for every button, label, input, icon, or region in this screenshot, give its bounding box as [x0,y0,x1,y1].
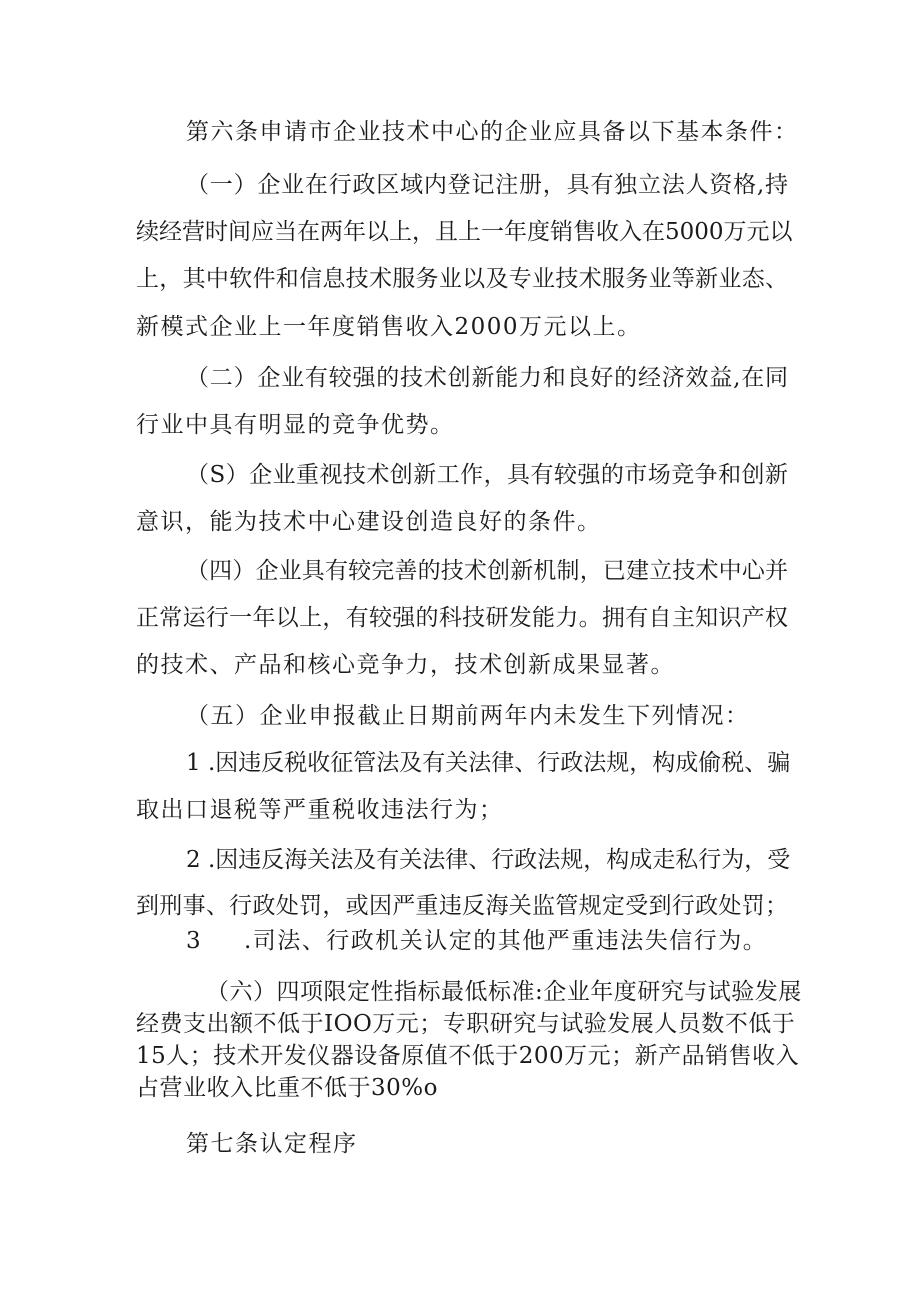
item4-line2: 正常运行一年以上，有较强的科技研发能力。拥有自主知识产权 [136,605,788,631]
item5-sub2-line1: 2 .因违反海关法及有关法律、行政法规，构成走私行为，受 [186,847,791,873]
article6-heading: 第六条申请市企业技术中心的企业应具备以下基本条件： [186,119,799,145]
item5-sub2-line2: 到刑事、行政处罚，或因严重违反海关监管规定受到行政处罚； [136,893,788,919]
item3-line1: （S）企业重视技术创新工作，具有较强的市场竞争和创新 [186,462,788,488]
item5-sub1-line1: 1 .因违反税收征管法及有关法律、行政法规，构成偷税、骗 [186,750,791,776]
item1-line4: 新模式企业上一年度销售收入2000万元以上。 [136,314,642,340]
item4-line3: 的技术、产品和核心竞争力，技术创新成果显著。 [136,652,675,678]
item4-line1: （四）企业具有较完善的技术创新机制，已建立技术中心并 [186,558,788,584]
item2-line1: （二）企业有较强的技术创新能力和良好的经济效益,在同 [186,365,788,391]
item2-line2: 行业中具有明显的竞争优势。 [136,412,455,438]
item6-line4: 占营业收入比重不低于30%o [136,1075,438,1101]
item6-line3: 15人；技术开发仪器设备原值不低于200万元；新产品销售收入 [136,1043,800,1069]
item6-line2: 经费支出额不低于IOO万元；专职研究与试验发展人员数不低于 [136,1011,796,1037]
item3-line2: 意识，能为技术中心建设创造良好的条件。 [136,509,602,535]
item1-line2: 续经营时间应当在两年以上，且上一年度销售收入在5000万元以 [136,219,793,245]
item5-sub3-number: 3 [186,928,203,954]
article7-heading: 第七条认定程序 [186,1131,358,1157]
item1-line3: 上，其中软件和信息技术服务业以及专业技术服务业等新业态、 [136,266,788,292]
item6-line1: （六）四项限定性指标最低标准:企业年度研究与试验发展 [206,979,802,1005]
item5-sub3-text: .司法、行政机关认定的其他严重违法失信行为。 [244,928,768,954]
item5-sub1-line2: 取出口退税等严重税收违法行为； [136,797,504,823]
item1-line1: （一）企业在行政区域内登记注册，具有独立法人资格,持 [186,172,788,198]
item5-intro: （五）企业申报截止日期前两年内未发生下列情况： [186,703,750,729]
